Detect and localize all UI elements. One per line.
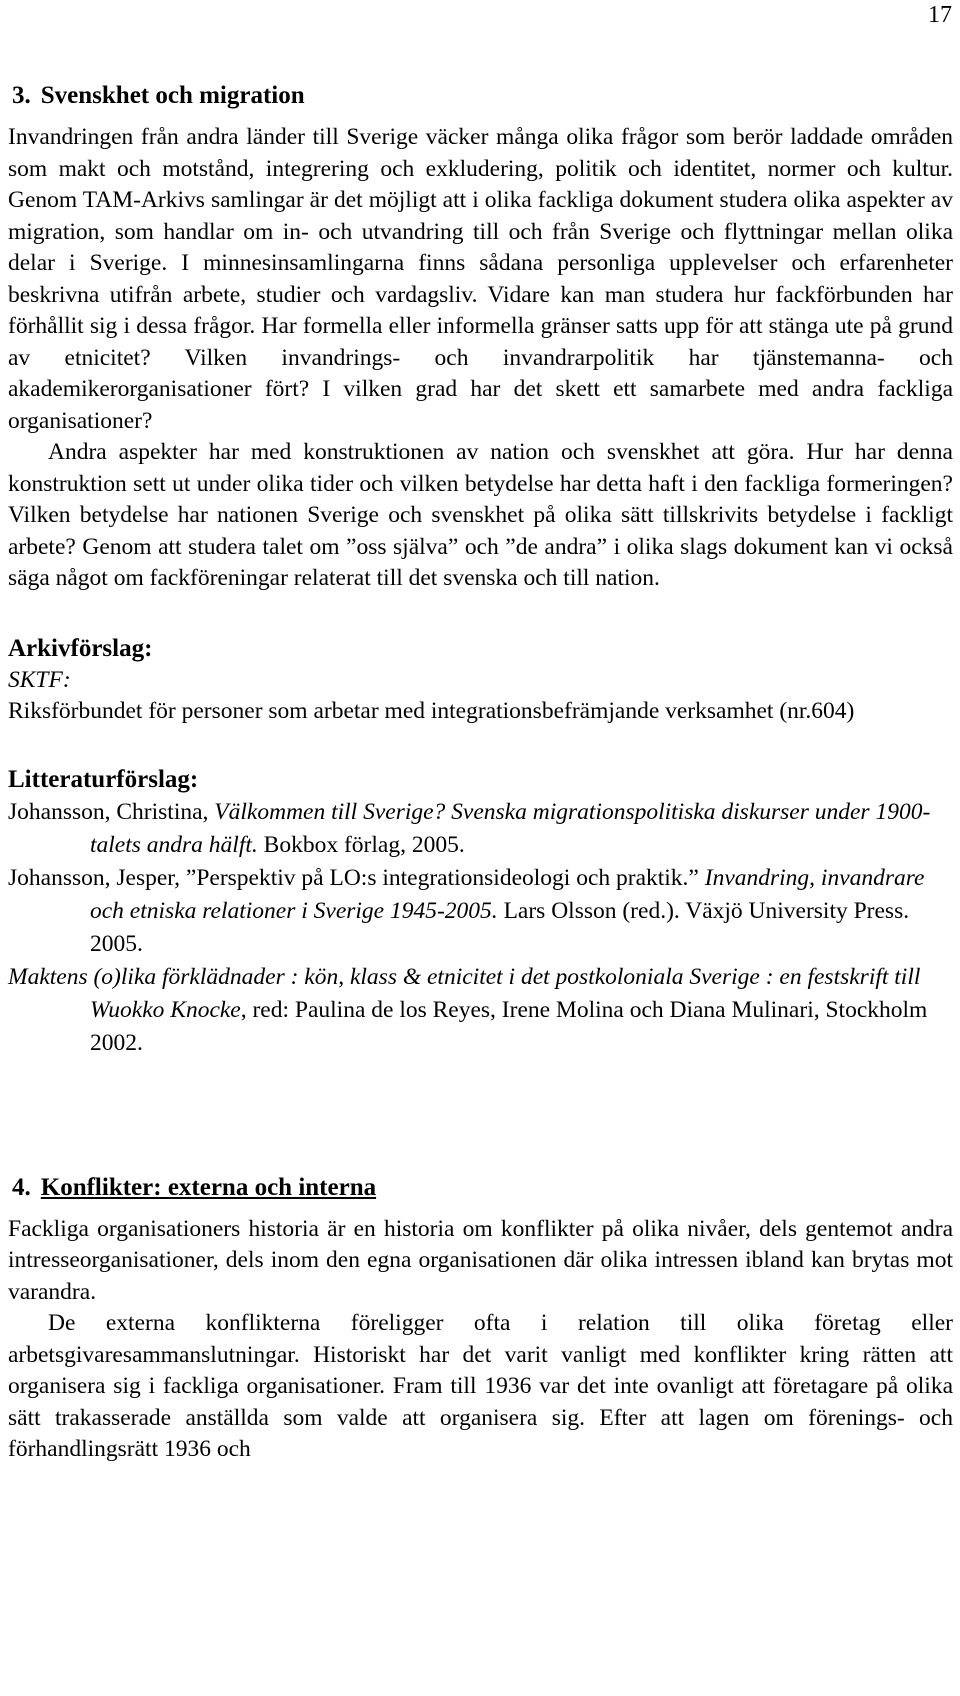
body-paragraph: Invandringen från andra länder till Sverige väcker många olika frågor som berör laddade områden som makt och motstånd, integrering och exkludering, politik och identitet, normer och kultur. Genom TAM-Arkivs samlingar är det möjligt att i olika fackliga dokument studera olika aspekter av migration, som handlar om in- och utvandring till och från Sverige och flyttningar mellan olika delar i Sverige. I minnesinsamlingarna finns sådana personliga upplevelser och erfarenheter beskrivna utifrån arbete, studier och vardagsliv. Vidare kan man studera hur fackförbunden har förhållit sig i dessa frågor. Har formella eller informella gränser satts upp för att stänga ute på grund av etnicitet? Vilken invandrings- och invandrarpolitik har tjänstemanna- och akademikerorganisationer fört? I vilken grad har det skett ett samarbete med andra fackliga organisationer? xyxy=(8,124,953,434)
section-title: Svenskhet och migration xyxy=(40,82,305,109)
document-page xyxy=(8,78,953,1466)
archive-org: SKTF: xyxy=(8,666,71,693)
archive-heading: Arkivförslag: xyxy=(8,634,153,662)
reference-author: Johansson, Christina, xyxy=(8,798,215,825)
page-number: 17 xyxy=(928,2,952,28)
body-paragraph: De externa konflikterna föreligger ofta i relation till olika företag eller arbetsgivaresammanslutningar. Historiskt har det varit vanligt med konflikter kring rätten att organisera sig i fackliga organisationer. Fram till 1936 var det inte ovanligt att företagare på olika sätt trakasserade anställda som valde att organisera sig. Efter att lagen om förenings- och förhandlingsrätt 1936 och xyxy=(8,1310,953,1462)
spacer xyxy=(8,595,953,633)
section-number: 3. xyxy=(12,82,31,109)
section-title: Konflikter: externa och interna xyxy=(40,1173,377,1201)
reference-author: Johansson, Jesper, ”Perspektiv på LO:s integrationsideologi och praktik.” xyxy=(8,864,705,891)
reference-entry xyxy=(8,862,953,961)
reference-title: Maktens (o)lika förklädnader : kön, klass & etnicitet i det postkoloniala Sverige : en festskrift till Wuokko Knocke xyxy=(8,963,921,1023)
spacer xyxy=(8,1060,953,1170)
archive-entry: Riksförbundet för personer som arbetar med integrationsbefrämjande verksamhet (nr.604) xyxy=(8,698,855,724)
reference-publisher: Lars Olsson (red.). Växjö University Press. 2005. xyxy=(90,897,910,957)
reference-title: Välkommen till Sverige? Svenska migrationspolitiska diskurser under 1900-talets andra hälft. xyxy=(90,798,931,858)
literature-heading: Litteraturförslag: xyxy=(8,765,199,793)
spacer xyxy=(8,728,953,764)
reference-publisher: Bokbox förlag, 2005. xyxy=(257,831,465,858)
body-paragraph: Andra aspekter har med konstruktionen av nation och svenskhet att göra. Hur har denna konstruktion sett ut under olika tider och vilken betydelse har detta haft i den fackliga formeringen? Vilken betydelse har nationen Sverige och svenskhet på olika sätt tillskrivits betydelse i fackligt arbete? Genom att studera talet om ”oss själva” och ”de andra” i olika slags dokument kan vi också säga något om fackföreningar relaterat till det svenska och till nation. xyxy=(8,439,953,591)
section-heading-3 xyxy=(8,78,953,114)
reference-publisher: , red: Paulina de los Reyes, Irene Molina och Diana Mulinari, Stockholm 2002. xyxy=(90,996,928,1056)
reference-title: Invandring, invandrare och etniska relationer i Sverige 1945-2005. xyxy=(90,864,925,924)
section-number: 4. xyxy=(12,1173,31,1201)
section-heading-4 xyxy=(8,1170,953,1206)
body-paragraph: Fackliga organisationers historia är en historia om konflikter på olika nivåer, dels gentemot andra intresseorganisationer, dels inom den egna organisationen där olika intressen ibland kan brytas mot varandra. xyxy=(8,1215,953,1305)
reference-entry xyxy=(8,796,953,862)
reference-entry xyxy=(8,961,953,1060)
